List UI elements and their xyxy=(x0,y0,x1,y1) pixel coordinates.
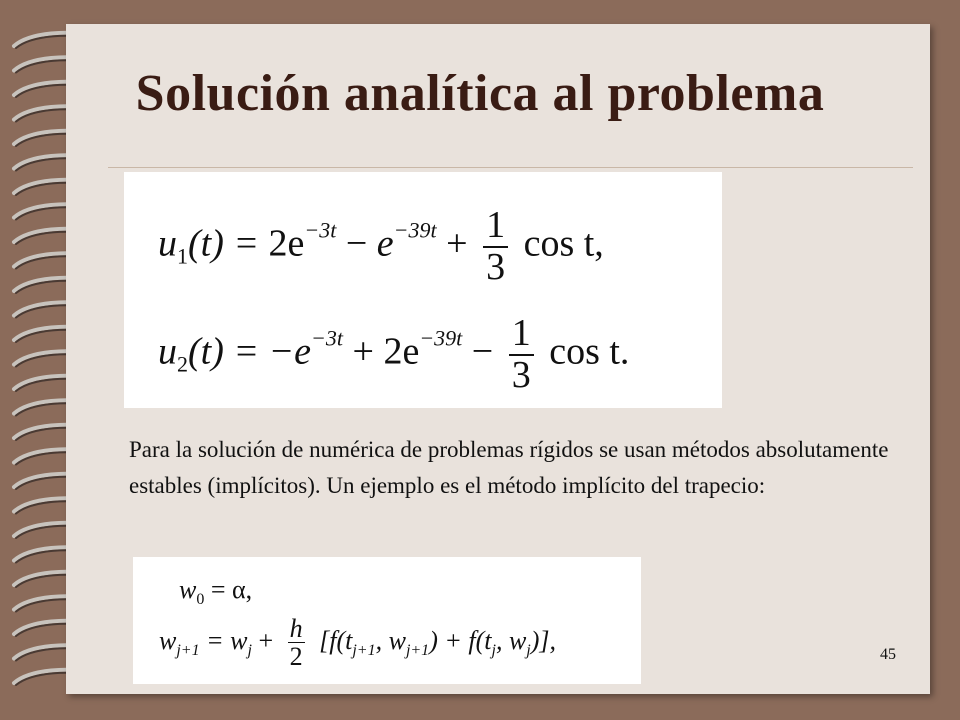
eq-wj-lhs-sub: j+1 xyxy=(176,641,200,659)
eq-w0-lhs: w xyxy=(179,575,197,604)
eq-u1-term1-exp: −3t xyxy=(304,217,337,243)
eq-u2-frac-num: 1 xyxy=(509,314,534,356)
equation-w0 xyxy=(179,575,252,609)
eq-u1-frac-den: 3 xyxy=(486,245,506,288)
trapezoid-method-equations xyxy=(133,557,641,684)
equation-wj xyxy=(159,615,556,671)
eq-w0-lhs-sub: 0 xyxy=(196,591,205,608)
equation-u1 xyxy=(158,206,604,288)
eq-u1-frac-num: 1 xyxy=(483,206,508,248)
eq-wj-eq-sub: j xyxy=(247,641,252,659)
eq-u2-frac-den: 3 xyxy=(511,353,531,396)
eq-u1-fraction xyxy=(483,206,508,288)
eq-u1-op1: − xyxy=(345,222,368,265)
eq-wj-lhs: w xyxy=(159,625,177,655)
eq-u1-lhs-arg: (t) = xyxy=(188,222,260,265)
eq-u1-lhs-sub: 1 xyxy=(177,243,188,269)
eq-u2-term2: 2e xyxy=(383,330,420,373)
eq-wj-b5: )], xyxy=(530,625,557,655)
eq-wj-b1: [f(t xyxy=(319,625,353,655)
eq-wj-frac-num: h xyxy=(289,614,303,643)
eq-wj-b1-sub: j+1 xyxy=(352,641,376,659)
eq-u1-term1: 2e xyxy=(268,222,305,265)
explanation-paragraph: Para la solución de numérica de problemas rígidos se usan métodos absolutamente estables (implícitos). Un ejemplo es el método implícito del trapecio: xyxy=(129,437,889,498)
eq-u1-tail: cos t, xyxy=(523,222,604,265)
eq-wj-frac-den: 2 xyxy=(289,642,303,672)
eq-u2-op1: + xyxy=(352,330,374,373)
page-number: 45 xyxy=(880,646,896,663)
eq-u2-lhs-sub: 2 xyxy=(177,351,188,377)
eq-u1-term2-exp: −39t xyxy=(393,217,437,243)
eq-wj-b3-sub: j xyxy=(491,641,496,659)
eq-u1-op2: + xyxy=(446,222,468,265)
eq-u2-term1: −e xyxy=(268,330,312,373)
eq-wj-b2: , w xyxy=(375,625,406,655)
title-divider xyxy=(108,167,913,168)
eq-u2-op2: − xyxy=(471,330,494,373)
eq-wj-fraction xyxy=(288,615,305,671)
eq-u1-term2: e xyxy=(376,222,394,265)
eq-wj-b4-sub: j xyxy=(526,641,531,659)
slide-title: Solución analítica al problema xyxy=(135,65,825,122)
eq-wj-b4: , w xyxy=(495,625,527,655)
eq-u1-lhs: u xyxy=(158,222,177,265)
eq-u2-tail: cos t. xyxy=(549,330,630,373)
eq-u2-fraction xyxy=(509,314,534,396)
eq-u2-lhs-arg: (t) = xyxy=(188,330,260,373)
eq-wj-plus: + xyxy=(258,625,274,655)
eq-wj-b2-sub: j+1 xyxy=(405,641,430,659)
equation-u2 xyxy=(158,314,629,396)
eq-u2-term2-exp: −39t xyxy=(419,325,463,351)
eq-w0-rhs: = α, xyxy=(210,575,253,604)
eq-u2-lhs: u xyxy=(158,330,177,373)
eq-wj-eq: = w xyxy=(206,625,248,655)
eq-wj-b3: ) + f(t xyxy=(429,625,492,655)
analytic-solution-equations xyxy=(124,172,722,408)
eq-u2-term1-exp: −3t xyxy=(311,325,343,351)
